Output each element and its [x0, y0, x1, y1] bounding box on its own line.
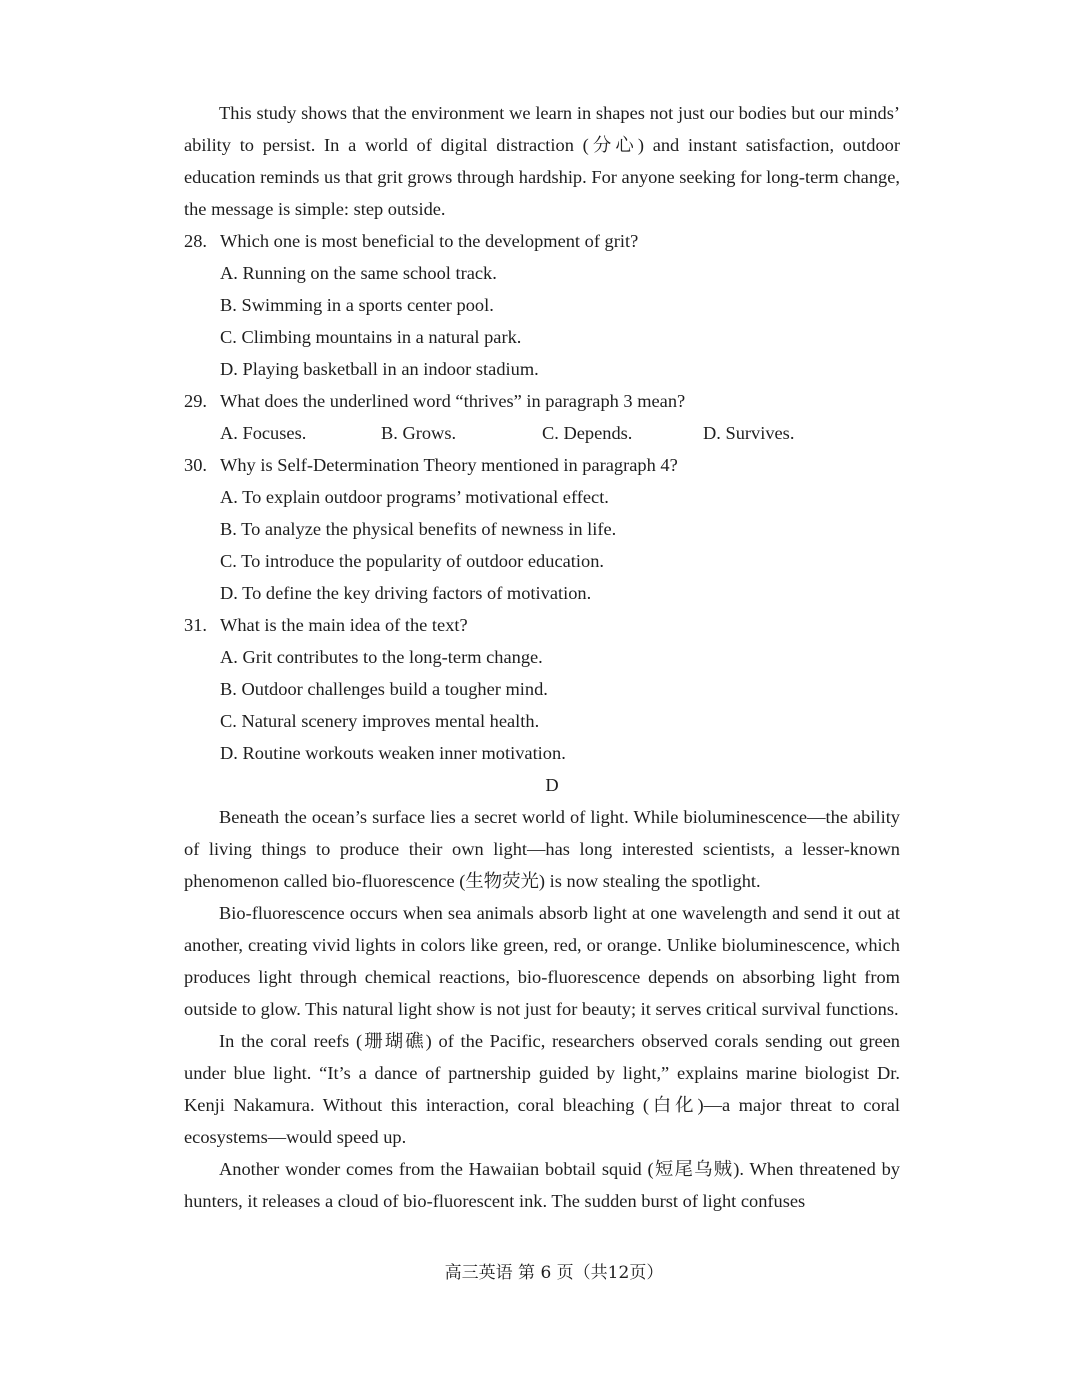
passage-paragraph: In the coral reefs (珊瑚礁) of the Pacific, researchers observed corals sending out green under blue light. “It’s a dance of partnership guided by light,” explains marine biologist Dr. Kenji Nakamura. Without this interaction, coral bleaching (白化)—a major threat to coral ecosystems—would speed up.: [184, 1031, 900, 1147]
question-number: 28.: [184, 231, 207, 251]
question-29: [184, 385, 900, 449]
option-d: D. Survives.: [703, 423, 795, 443]
passage-paragraph: Bio-fluorescence occurs when sea animals absorb light at one wavelength and send it out at another, creating vivid lights in colors like green, red, or orange. Unlike bioluminescence, which produces light through chemical reactions, bio-fluorescence depends on absorbing light from outside to glow. This natural light show is not just for beauty; it serves critical survival functions.: [184, 903, 900, 1019]
option-b: B. To analyze the physical benefits of newness in life.: [220, 519, 617, 539]
question-text: What is the main idea of the text?: [220, 615, 468, 635]
intro-paragraph: This study shows that the environment we learn in shapes not just our bodies but our minds’ ability to persist. In a world of digital distraction (分心) and instant satisfaction, outdoor education reminds us that grit grows through hardship. For anyone seeking for long-term change, the message is simple: step outside.: [184, 103, 900, 219]
option-b: B. Outdoor challenges build a tougher mind.: [220, 679, 548, 699]
question-stem: [184, 385, 900, 417]
question-text: Which one is most beneficial to the development of grit?: [220, 231, 639, 251]
option-c: C. Depends.: [542, 423, 633, 443]
option-d: D. To define the key driving factors of motivation.: [220, 583, 592, 603]
option-c: C. Natural scenery improves mental health.: [220, 711, 540, 731]
option-a: A. Running on the same school track.: [220, 263, 497, 283]
option-list: [220, 641, 900, 769]
question-text: What does the underlined word “thrives” in paragraph 3 mean?: [220, 391, 686, 411]
question-30: [184, 449, 900, 609]
option-c: C. Climbing mountains in a natural park.: [220, 327, 522, 347]
option-list: [220, 481, 900, 609]
question-stem: [184, 609, 900, 641]
option-list: [220, 257, 900, 385]
question-number: 31.: [184, 615, 207, 635]
passage-paragraph: Beneath the ocean’s surface lies a secret world of light. While bioluminescence—the ability of living things to produce their own light—has long interested scientists, a lesser-known phenomenon called bio-fluorescence (生物荧光) is now stealing the spotlight.: [184, 807, 900, 891]
option-b: B. Swimming in a sports center pool.: [220, 295, 494, 315]
question-number: 29.: [184, 391, 207, 411]
option-row: [220, 417, 900, 449]
question-stem: [184, 449, 900, 481]
section-heading: D: [545, 775, 559, 795]
question-stem: [184, 225, 900, 257]
page-footer: 高三英语 第 6 页（共12页）: [444, 1263, 664, 1283]
option-a: A. Focuses.: [220, 423, 307, 443]
exam-page: [184, 97, 900, 1217]
passage-paragraph: Another wonder comes from the Hawaiian bobtail squid (短尾乌贼). When threatened by hunters, it releases a cloud of bio-fluorescent ink. The sudden burst of light confuses: [184, 1159, 900, 1211]
option-d: D. Routine workouts weaken inner motivation.: [220, 743, 566, 763]
option-a: A. To explain outdoor programs’ motivational effect.: [220, 487, 609, 507]
option-b: B. Grows.: [381, 423, 457, 443]
question-31: [184, 609, 900, 769]
question-text: Why is Self-Determination Theory mentioned in paragraph 4?: [220, 455, 678, 475]
option-a: A. Grit contributes to the long-term change.: [220, 647, 543, 667]
option-c: C. To introduce the popularity of outdoor education.: [220, 551, 604, 571]
option-d: D. Playing basketball in an indoor stadium.: [220, 359, 539, 379]
question-28: [184, 225, 900, 385]
question-number: 30.: [184, 455, 207, 475]
